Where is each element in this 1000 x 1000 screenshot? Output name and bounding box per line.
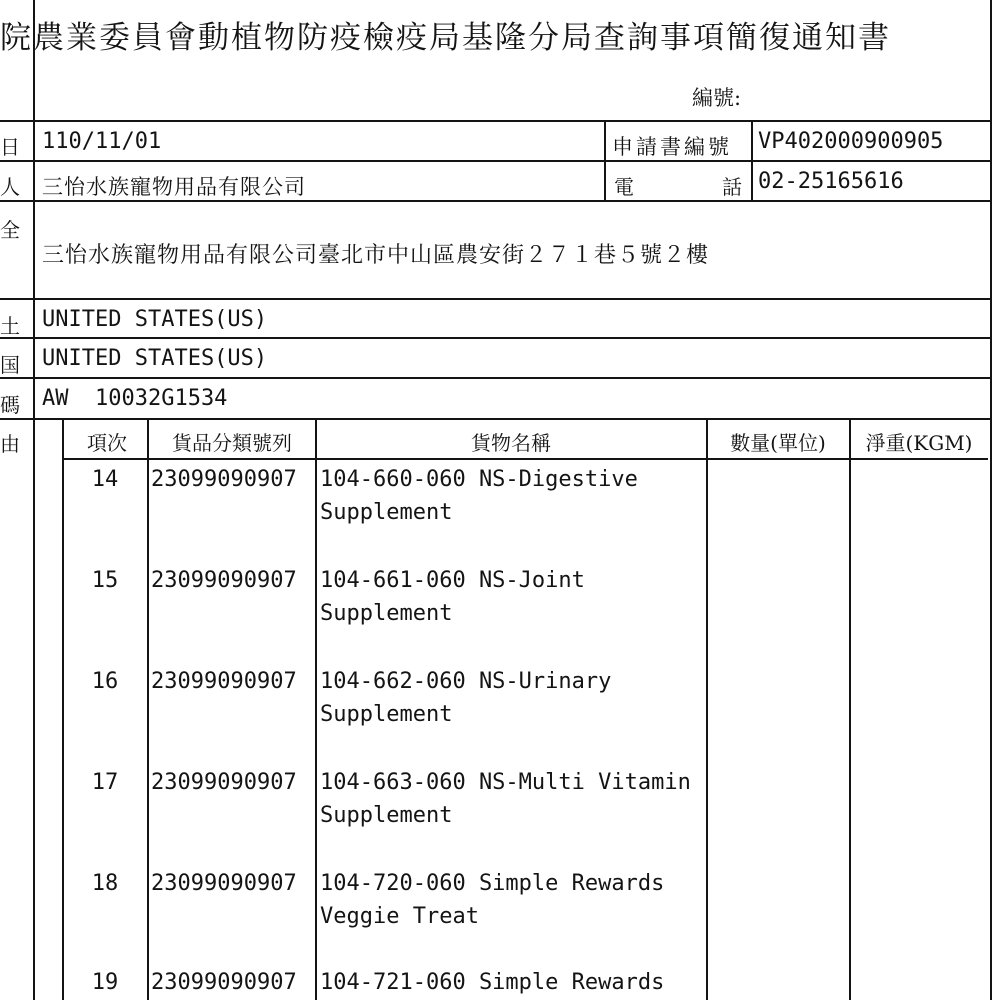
row-hs-code: 23099090907 — [151, 970, 297, 995]
column-header-net-weight: 淨重(KGM) — [865, 431, 973, 455]
row-goods-name-line2: Supplement — [320, 601, 453, 626]
row-hs-code: 23099090907 — [151, 669, 297, 694]
table-col-divider — [706, 418, 708, 1000]
left-label-applicant: 人 — [0, 175, 20, 199]
rule-line — [0, 120, 990, 122]
column-header-goods-name: 貨物名稱 — [471, 431, 551, 455]
row-goods-name-line1: 104-661-060 NS-Joint — [320, 568, 585, 593]
table-col-divider — [315, 418, 317, 1000]
rule-line — [0, 298, 990, 300]
date-value: 110/11/01 — [42, 129, 162, 154]
origin-country-value: UNITED STATES(US) — [42, 307, 268, 332]
row-hs-code: 23099090907 — [151, 467, 297, 492]
document-title: 院農業委員會動植物防疫檢疫局基隆分局查詢事項簡復通知書 — [0, 20, 891, 56]
transport-no-value: AW 10032G1534 — [42, 386, 228, 411]
rule-line — [0, 160, 990, 162]
left-label-goods: 由 — [0, 432, 20, 456]
row-goods-name-line1: 104-720-060 Simple Rewards — [320, 871, 665, 896]
column-header-item: 項次 — [87, 431, 127, 455]
phone-label-right: 話 — [722, 175, 742, 199]
row-goods-name-line1: 104-660-060 NS-Digestive — [320, 467, 638, 492]
row-goods-name-line2: Supplement — [320, 803, 453, 828]
applicant-value: 三怡水族寵物用品有限公司 — [42, 175, 306, 199]
left-label-date: 日 — [0, 135, 20, 159]
application-no-value: VP402000900905 — [758, 129, 944, 154]
table-col-divider — [849, 418, 851, 1000]
row-goods-name-line1: 104-721-060 Simple Rewards — [320, 970, 665, 995]
row-item-number: 18 — [91, 871, 119, 896]
row-item-number: 16 — [91, 669, 119, 694]
row-hs-code: 23099090907 — [151, 568, 297, 593]
row-goods-name-line2: Supplement — [320, 500, 453, 525]
phone-value: 02-25165616 — [758, 169, 904, 194]
left-label-origin: 土 — [0, 314, 20, 338]
row-goods-name-line2: Supplement — [320, 702, 453, 727]
table-col-divider — [147, 418, 149, 1000]
row-item-number: 19 — [91, 970, 119, 995]
left-label-address: 全 — [0, 218, 20, 242]
rule-line — [0, 337, 990, 339]
row-item-number: 15 — [91, 568, 119, 593]
table-col-divider — [62, 418, 64, 1000]
rule-line — [751, 120, 753, 200]
row-goods-name-line2: Veggie Treat — [320, 904, 479, 929]
left-label-transport: 碼 — [0, 393, 20, 417]
rule-line — [0, 377, 990, 379]
doc-number-label: 編號: — [692, 86, 742, 110]
ship-country-value: UNITED STATES(US) — [42, 346, 268, 371]
column-header-quantity: 數量(單位) — [730, 431, 826, 455]
column-header-hs-code: 貨品分類號列 — [172, 431, 292, 455]
left-label-ship: 国 — [0, 353, 20, 377]
phone-label-left: 電 — [614, 175, 634, 199]
row-item-number: 14 — [91, 467, 119, 492]
address-value: 三怡水族寵物用品有限公司臺北市中山區農安街２７１巷５號２樓 — [42, 243, 710, 268]
row-goods-name-line1: 104-662-060 NS-Urinary — [320, 669, 612, 694]
row-item-number: 17 — [91, 770, 119, 795]
rule-line — [604, 120, 606, 200]
row-goods-name-line1: 104-663-060 NS-Multi Vitamin — [320, 770, 691, 795]
application-no-label: 申請書編號 — [612, 135, 732, 159]
row-hs-code: 23099090907 — [151, 871, 297, 896]
row-hs-code: 23099090907 — [151, 770, 297, 795]
